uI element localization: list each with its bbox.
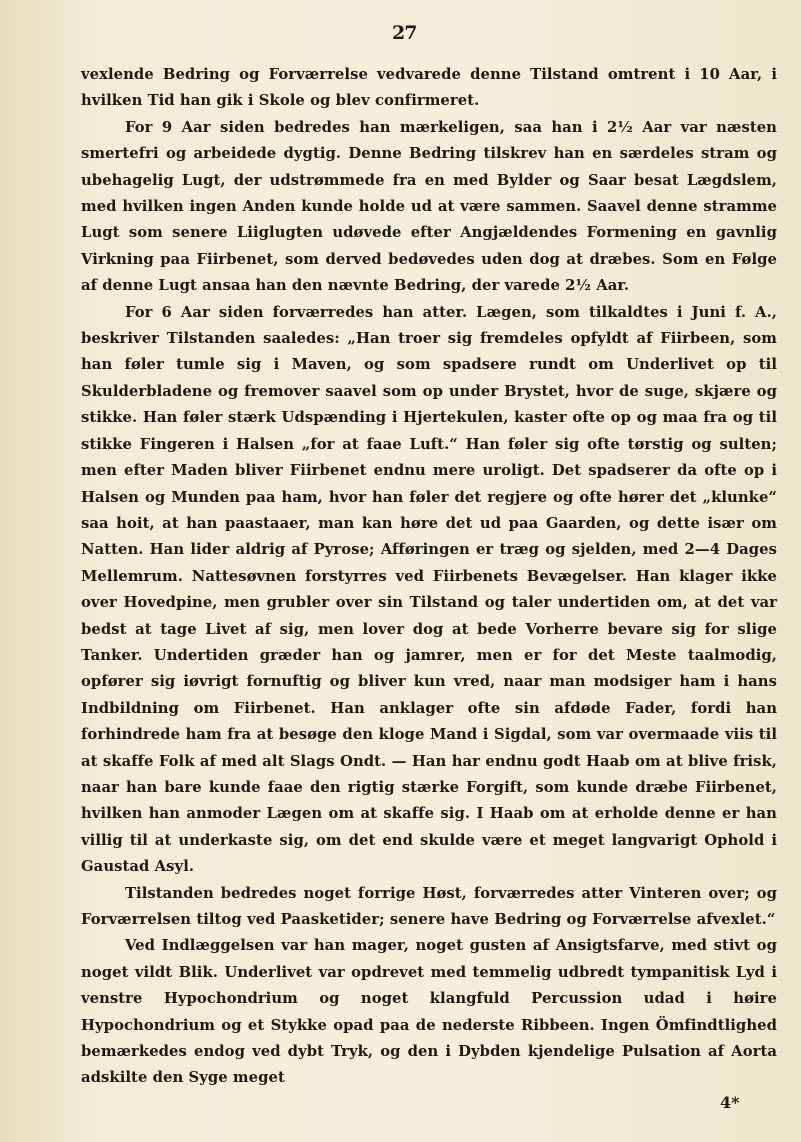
page-number: 27	[392, 22, 417, 44]
paragraph-2: For 9 Aar siden bedredes han mærkeligen, saa han i 2½ Aar var næsten smertefri og arbeidede dygtig. Denne Bedring tilskrev han en særdeles stram og ubehagelig Lugt, der udstrømmede fra en med Bylder og Saar besat Lægdslem, med hvilken ingen Anden kunde holde ud at være sammen. Saavel denne stramme Lugt som senere Liiglugten udøvede efter Angjældendes Formening en gavnlig Virkning paa Fiirbenet, som derved bedøvedes uden dog at dræbes. Som en Følge af denne Lugt ansaa han den nævnte Bedring, der varede 2½ Aar.	[81, 118, 777, 295]
signature-mark: 4*	[720, 1093, 740, 1112]
paragraph-5: Ved Indlæggelsen var han mager, noget gusten af Ansigtsfarve, med stivt og noget vildt Blik. Underlivet var opdrevet med temmelig udbredt tympanitisk Lyd i venstre Hypochondrium og noget klangfuld Percussion udad i høire Hypochondrium og et Stykke opad paa de nederste Ribbeen. Ingen Ömfindtlighed bemærkedes endog ved dybt Tryk, og den i Dybden kjendelige Pulsation af Aorta adskilte den Syge meget	[81, 937, 777, 1087]
paragraph-1: vexlende Bedring og Forværrelse vedvarede denne Tilstand omtrent i 10 Aar, i hvilken Tid han gik i Skole og blev confirmeret.	[81, 66, 777, 110]
paragraph-4: Tilstanden bedredes noget forrige Høst, forværredes atter Vinteren over; og Forværrelsen tiltog ved Paasketider; senere have Bedring og Forværrelse afvexlet.“	[81, 884, 777, 928]
paragraph-3: For 6 Aar siden forværredes han atter. Lægen, som tilkaldtes i Juni f. A., beskriver Tilstanden saaledes: „Han troer sig fremdeles opfyldt af Fiirbeen, som han føler tumle sig i Maven, og som spadsere rundt om Underlivet op til Skulderbladene og fremover saavel som op under Brystet, hvor de suge, skjære og stikke. Han føler stærk Udspænding i Hjertekulen, kaster ofte op og maa fra og til stikke Fingeren i Halsen „for at faae Luft.“ Han føler sig ofte tørstig og sulten; men efter Maden bliver Fiirbenet endnu mere uroligt. Det spadserer da ofte op i Halsen og Munden paa ham, hvor han føler det regjere og ofte hører det „klunke“ saa hoit, at han paastaaer, man kan høre det ud paa Gaarden, og dette især om Natten. Han lider aldrig af Pyrose; Afføringen er træg og sjelden, med 2—4 Dages Mellemrum. Nattesøvnen forstyrres ved Fiirbenets Bevægelser. Han klager ikke over Hovedpine, men grubler over sin Tilstand og taler undertiden om, at det var bedst at tage Livet af sig, men lover dog at bede Vorherre bevare sig for slige Tanker. Undertiden græder han og jamrer, men er for det Meste taalmodig, opfører sig iøvrigt fornuftig og bliver kun vred, naar man modsiger ham i hans Indbildning om Fiirbenet. Han anklager ofte sin afdøde Fader, fordi han forhindrede ham fra at besøge den kloge Mand i Sigdal, som var overmaade viis til at skaffe Folk af med alt Slags Ondt. — Han har endnu godt Haab om at blive frisk, naar han bare kunde faae den rigtig stærke Forgift, som kunde dræbe Fiirbenet, hvilken han anmoder Lægen om at skaffe sig. I Haab om at erholde denne er han villig til at underkaste sig, om det end skulde være et meget langvarigt Ophold i Gaustad Asyl.	[81, 303, 777, 876]
body-text	[81, 62, 777, 1092]
